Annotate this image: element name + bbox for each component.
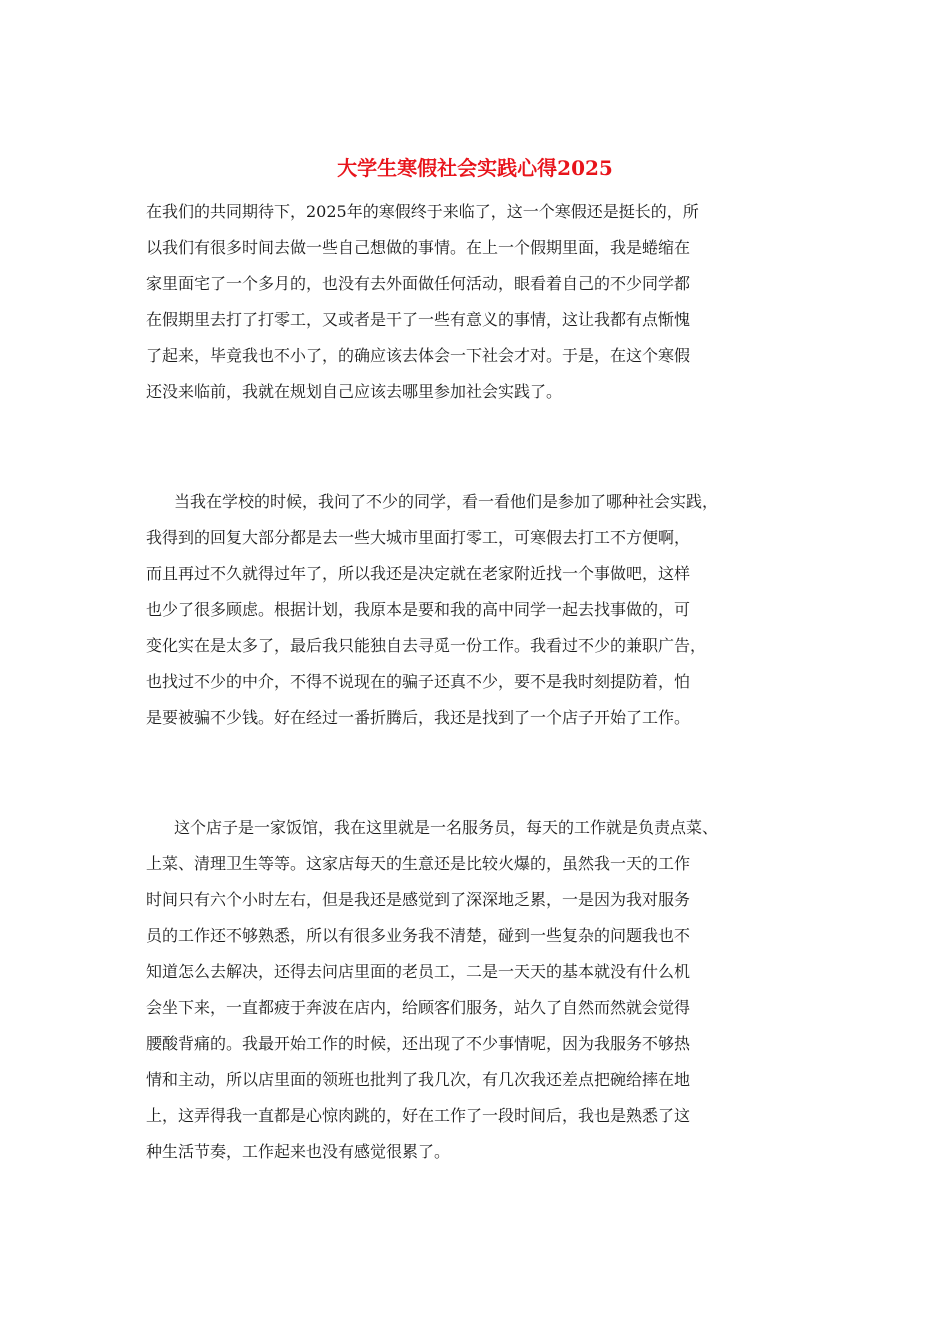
paragraph-line: 以我们有很多时间去做一些自己想做的事情。在上一个假期里面，我是蜷缩在 — [146, 238, 691, 257]
paragraph-line: 上菜、清理卫生等等。这家店每天的生意还是比较火爆的，虽然我一天的工作 — [146, 854, 691, 873]
paragraph-line: 了起来，毕竟我也不小了，的确应该去体会一下社会才对。于是，在这个寒假 — [146, 346, 691, 365]
paragraph-line: 腰酸背痛的。我最开始工作的时候，还出现了不少事情呢，因为我服务不够热 — [146, 1034, 691, 1053]
paragraph-line: 是要被骗不少钱。好在经过一番折腾后，我还是找到了一个店子开始了工作。 — [146, 708, 691, 727]
paragraph-3 — [146, 810, 718, 1170]
paragraph-line: 还没来临前，我就在规划自己应该去哪里参加社会实践了。 — [146, 382, 563, 401]
document-title: 大学生寒假社会实践心得2025 — [337, 156, 613, 180]
paragraph-line: 而且再过不久就得过年了，所以我还是决定就在老家附近找一个事做吧，这样 — [146, 564, 691, 583]
paragraph-line: 时间只有六个小时左右，但是我还是感觉到了深深地乏累，一是因为我对服务 — [146, 890, 691, 909]
paragraph-line: 情和主动，所以店里面的领班也批判了我几次，有几次我还差点把碗给摔在地 — [146, 1070, 691, 1089]
paragraph-line: 员的工作还不够熟悉，所以有很多业务我不清楚，碰到一些复杂的问题我也不 — [146, 926, 691, 945]
paragraph-line: 我得到的回复大部分都是去一些大城市里面打零工，可寒假去打工不方便啊， — [146, 528, 691, 547]
paragraph-2 — [146, 484, 718, 736]
paragraph-line: 这个店子是一家饭馆，我在这里就是一名服务员，每天的工作就是负责点菜、 — [174, 818, 719, 837]
paragraph-line: 变化实在是太多了，最后我只能独自去寻觅一份工作。我看过不少的兼职广告， — [146, 636, 707, 655]
paragraph-1 — [146, 194, 699, 410]
paragraph-line: 也少了很多顾虑。根据计划，我原本是要和我的高中同学一起去找事做的，可 — [146, 600, 691, 619]
paragraph-line: 家里面宅了一个多月的，也没有去外面做任何活动，眼看着自己的不少同学都 — [146, 274, 691, 293]
paragraph-line: 在假期里去打了打零工，又或者是干了一些有意义的事情，这让我都有点惭愧 — [146, 310, 691, 329]
paragraph-line: 在我们的共同期待下，2025年的寒假终于来临了，这一个寒假还是挺长的，所 — [146, 202, 699, 221]
paragraph-line: 会坐下来，一直都疲于奔波在店内，给顾客们服务，站久了自然而然就会觉得 — [146, 998, 691, 1017]
paragraph-line: 也找过不少的中介，不得不说现在的骗子还真不少，要不是我时刻提防着，怕 — [146, 672, 691, 691]
paragraph-line: 当我在学校的时候，我问了不少的同学，看一看他们是参加了哪种社会实践， — [174, 492, 719, 511]
paragraph-line: 知道怎么去解决，还得去问店里面的老员工，二是一天天的基本就没有什么机 — [146, 962, 691, 981]
paragraph-line: 上，这弄得我一直都是心惊肉跳的，好在工作了一段时间后，我也是熟悉了这 — [146, 1106, 691, 1125]
paragraph-line: 种生活节奏，工作起来也没有感觉很累了。 — [146, 1142, 451, 1161]
